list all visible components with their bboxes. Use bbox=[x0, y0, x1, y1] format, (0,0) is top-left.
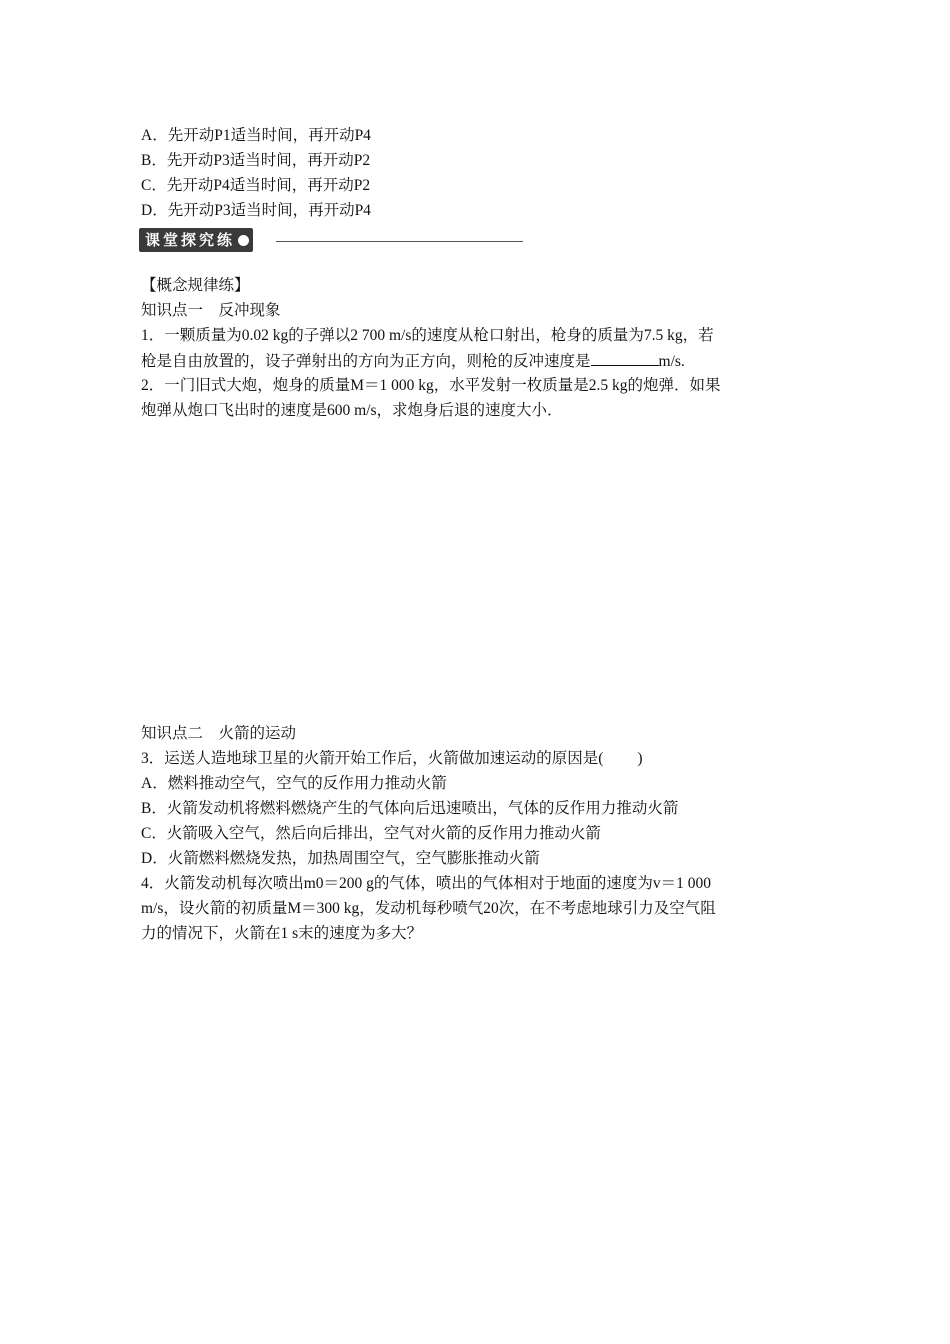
question-3-option-d: D．火箭燃料燃烧发热，加热周围空气，空气膨胀推动火箭 bbox=[141, 850, 540, 867]
question-3-close-paren: ) bbox=[637, 750, 643, 767]
knowledge-point-1-title: 知识点一 反冲现象 bbox=[141, 302, 281, 319]
option-b-prev: B．先开动P3适当时间，再开动P2 bbox=[141, 152, 371, 169]
banner-label: 课堂探究练 bbox=[145, 231, 236, 249]
question-1-line-1: 1．一颗质量为0.02 kg的子弹以2 700 m/s的速度从枪口射出，枪身的质量为7.5 kg，若 bbox=[141, 327, 714, 344]
question-2-line-1: 2．一门旧式大炮，炮身的质量M＝1 000 kg，水平发射一枚质量是2.5 kg的炮弹．如果 bbox=[141, 377, 721, 394]
banner-rule bbox=[276, 241, 523, 242]
knowledge-point-2-title: 知识点二 火箭的运动 bbox=[141, 725, 297, 742]
question-3-option-b: B．火箭发动机将燃料燃烧产生的气体向后迅速喷出，气体的反作用力推动火箭 bbox=[141, 800, 679, 817]
question-1-unit: m/s. bbox=[658, 353, 685, 370]
answer-blank bbox=[591, 350, 659, 366]
bullet-dot-icon bbox=[238, 235, 249, 246]
section-banner bbox=[139, 228, 253, 252]
question-3-option-c: C．火箭吸入空气，然后向后排出，空气对火箭的反作用力推动火箭 bbox=[141, 825, 601, 842]
question-3-option-a: A．燃料推动空气，空气的反作用力推动火箭 bbox=[141, 775, 447, 792]
question-3-text: 3．运送人造地球卫星的火箭开始工作后，火箭做加速运动的原因是( bbox=[141, 750, 604, 767]
question-3-stem bbox=[141, 748, 643, 770]
option-c-prev: C．先开动P4适当时间，再开动P2 bbox=[141, 177, 371, 194]
option-a-prev: A．先开动P1适当时间，再开动P4 bbox=[141, 127, 371, 144]
question-2-line-2: 炮弹从炮口飞出时的速度是600 m/s，求炮身后退的速度大小． bbox=[141, 402, 563, 419]
section-title: 【概念规律练】 bbox=[141, 277, 250, 294]
question-1-line-2 bbox=[141, 350, 685, 373]
question-4-line-2: m/s，设火箭的初质量M＝300 kg，发动机每秒喷气20次，在不考虑地球引力及空气阻 bbox=[141, 900, 716, 917]
banner-label-box bbox=[139, 228, 253, 252]
question-4-line-1: 4．火箭发动机每次喷出m0＝200 g的气体，喷出的气体相对于地面的速度为v＝1 000 bbox=[141, 875, 712, 892]
question-4-line-3: 力的情况下，火箭在1 s末的速度为多大？ bbox=[141, 925, 423, 942]
question-1-text: 枪是自由放置的，设子弹射出的方向为正方向，则枪的反冲速度是 bbox=[141, 353, 591, 370]
option-d-prev: D．先开动P3适当时间，再开动P4 bbox=[141, 202, 371, 219]
